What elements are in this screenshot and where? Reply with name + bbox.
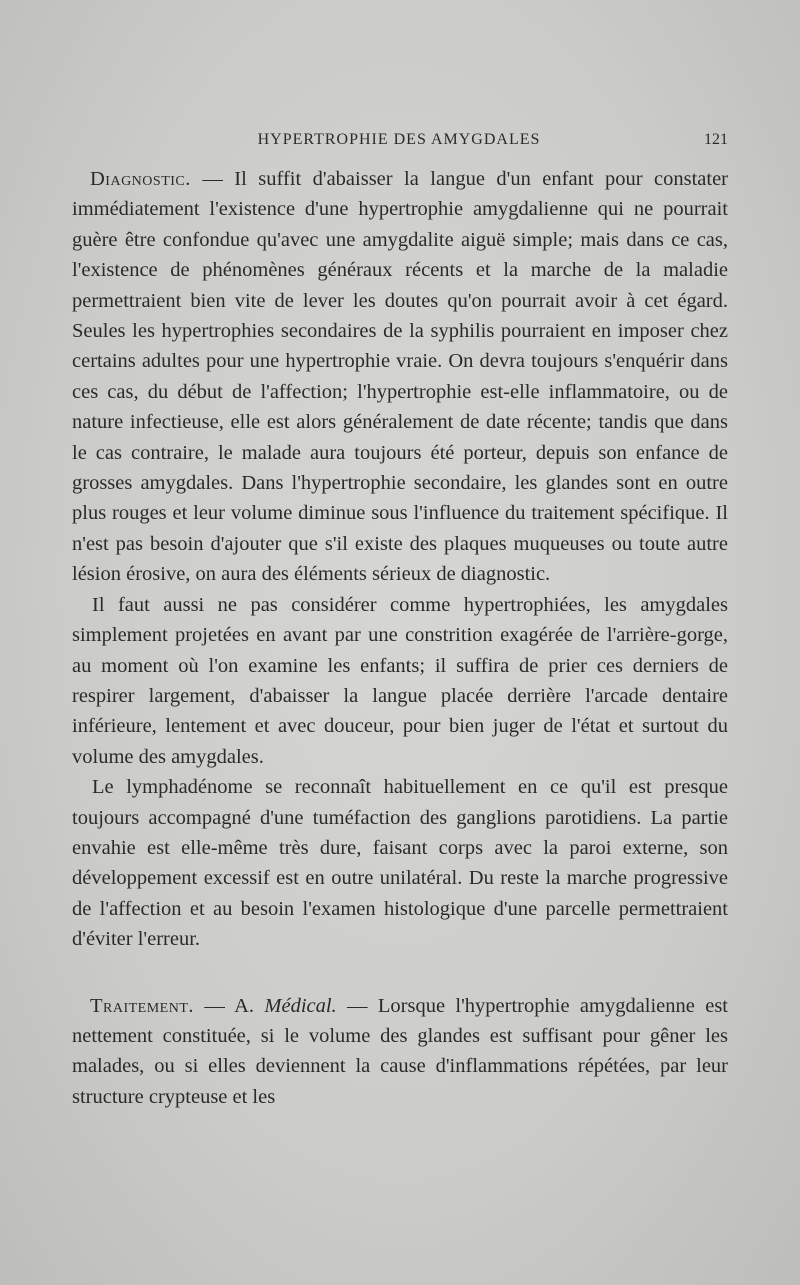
diagnostic-heading: Diagnostic. xyxy=(90,168,191,190)
traitement-dash-2: — xyxy=(336,994,378,1017)
traitement-subheading: Médical. xyxy=(264,994,337,1017)
running-head xyxy=(70,128,728,152)
traitement-dash-1: — A. xyxy=(194,994,265,1017)
running-title: HYPERTROPHIE DES AMYGDALES xyxy=(257,131,541,148)
hypertrophy-paragraph: Il faut aussi ne pas considérer comme hypertrophiées, les amygdales simplement projetées en avant par une constrition exagérée de l'arrière-gorge, au moment où l'on examine les enfants; il suffira de prier ces derniers de respirer largement, d'abaisser la langue placée derrière l'arcade dentaire inférieure, lentement et avec douceur, pour bien juger de l'état et surtout du volume des amygdales. xyxy=(72,593,728,768)
page-number: 121 xyxy=(704,131,728,148)
traitement-text: Lorsque l'hypertrophie amygdalienne est nettement constituée, si le volume des glandes est suffisant pour gêner les malades, ou si elles deviennent la cause d'inflammations répétées, par leur structure crypteuse et les xyxy=(72,994,729,1108)
body-text xyxy=(72,164,728,1112)
diagnostic-paragraph xyxy=(72,164,728,590)
diagnostic-text: Il suffit d'abaisser la langue d'un enfant pour constater immédiatement l'existence d'une hypertrophie amygdalienne qui ne pourrait guère être confondue qu'avec une amygdalite aiguë simple; mais dans ce cas, l'existence de phénomènes généraux récents et la marche de la maladie permettraient bien vite de lever les doutes qu'on pourrait avoir à cet égard. Seules les hypertrophies secondaires de la syphilis pourraient en imposer chez certains adultes pour une hypertrophie vraie. On devra toujours s'enquérir dans ces cas, du début de l'affection; l'hypertrophie est-elle inflammatoire, ou de nature infectieuse, elle est alors généralement de date récente; tandis que dans le cas contraire, le malade aura toujours été porteur, depuis son enfance de grosses amygdales. Dans l'hypertrophie secondaire, les glandes sont en outre plus rouges et leur volume diminue sous l'influence du traitement spécifique. Il n'est pas besoin d'ajouter que s'il existe des plaques muqueuses ou toute autre lésion érosive, on aura des éléments sérieux de diagnostic. xyxy=(72,168,729,586)
lymphadenome-paragraph: Le lymphadénome se reconnaît habituellement en ce qu'il est presque toujours accompagné d'une tuméfaction des ganglions parotidiens. La partie envahie est elle-même très dure, faisant corps avec la paroi externe, son développement excessif est en outre unilatéral. Du reste la marche progressive de l'affection et au besoin l'examen histologique d'une parcelle permettraient d'éviter l'erreur. xyxy=(72,776,728,951)
traitement-paragraph xyxy=(72,991,728,1113)
diagnostic-dash: — xyxy=(190,168,235,190)
traitement-heading: Traitement. xyxy=(90,994,195,1017)
